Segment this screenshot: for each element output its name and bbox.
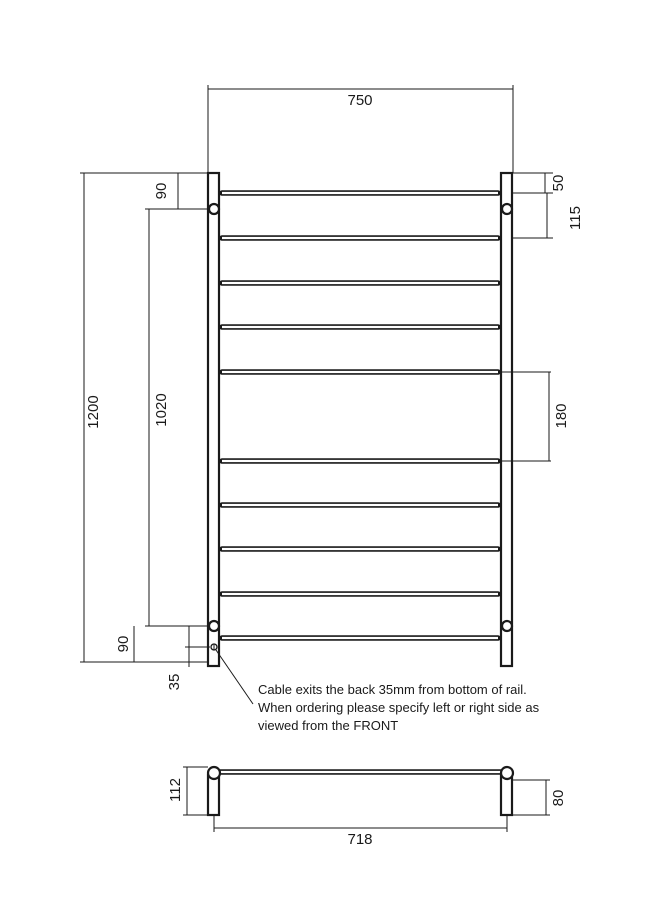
- dim-label-35: 35: [166, 673, 183, 691]
- dimension-50: [513, 173, 553, 193]
- side-bracket-cap-left: [208, 767, 220, 779]
- side-bracket-cap-right: [501, 767, 513, 779]
- dim-label-115: 115: [567, 206, 584, 230]
- dimension-80: [512, 780, 550, 815]
- rails: [222, 193, 498, 638]
- dim-label-750: 750: [347, 92, 373, 109]
- right-post: [501, 173, 512, 666]
- dim-label-1200: 1200: [85, 395, 102, 429]
- cable-note-line-1: Cable exits the back 35mm from bottom of rail.: [258, 682, 527, 697]
- dim-label-90-bottom: 90: [115, 635, 132, 653]
- dimension-35: [185, 626, 210, 667]
- left-post: [208, 173, 219, 666]
- dimension-115: [513, 193, 553, 238]
- bracket-hole-bottom-left: [209, 621, 219, 631]
- cable-note-line-3: viewed from the FRONT: [258, 718, 399, 733]
- dim-label-1020: 1020: [153, 393, 170, 427]
- cable-note-line-2: When ordering please specify left or right side as: [258, 700, 540, 715]
- dimension-718: [214, 815, 507, 832]
- dimension-112: [183, 767, 208, 815]
- side-bracket-right: [501, 775, 512, 815]
- side-view: [208, 767, 513, 815]
- bracket-hole-top-right: [502, 204, 512, 214]
- dim-label-50: 50: [550, 174, 567, 192]
- dim-label-718: 718: [347, 831, 373, 848]
- dim-label-112: 112: [167, 778, 184, 802]
- front-view: [208, 173, 512, 666]
- note-leader: [216, 650, 253, 704]
- dim-label-180: 180: [553, 403, 570, 429]
- dim-label-90-top: 90: [153, 182, 170, 200]
- bracket-hole-bottom-right: [502, 621, 512, 631]
- side-bracket-left: [208, 775, 219, 815]
- dim-label-80: 80: [550, 789, 567, 807]
- bracket-hole-top-left: [209, 204, 219, 214]
